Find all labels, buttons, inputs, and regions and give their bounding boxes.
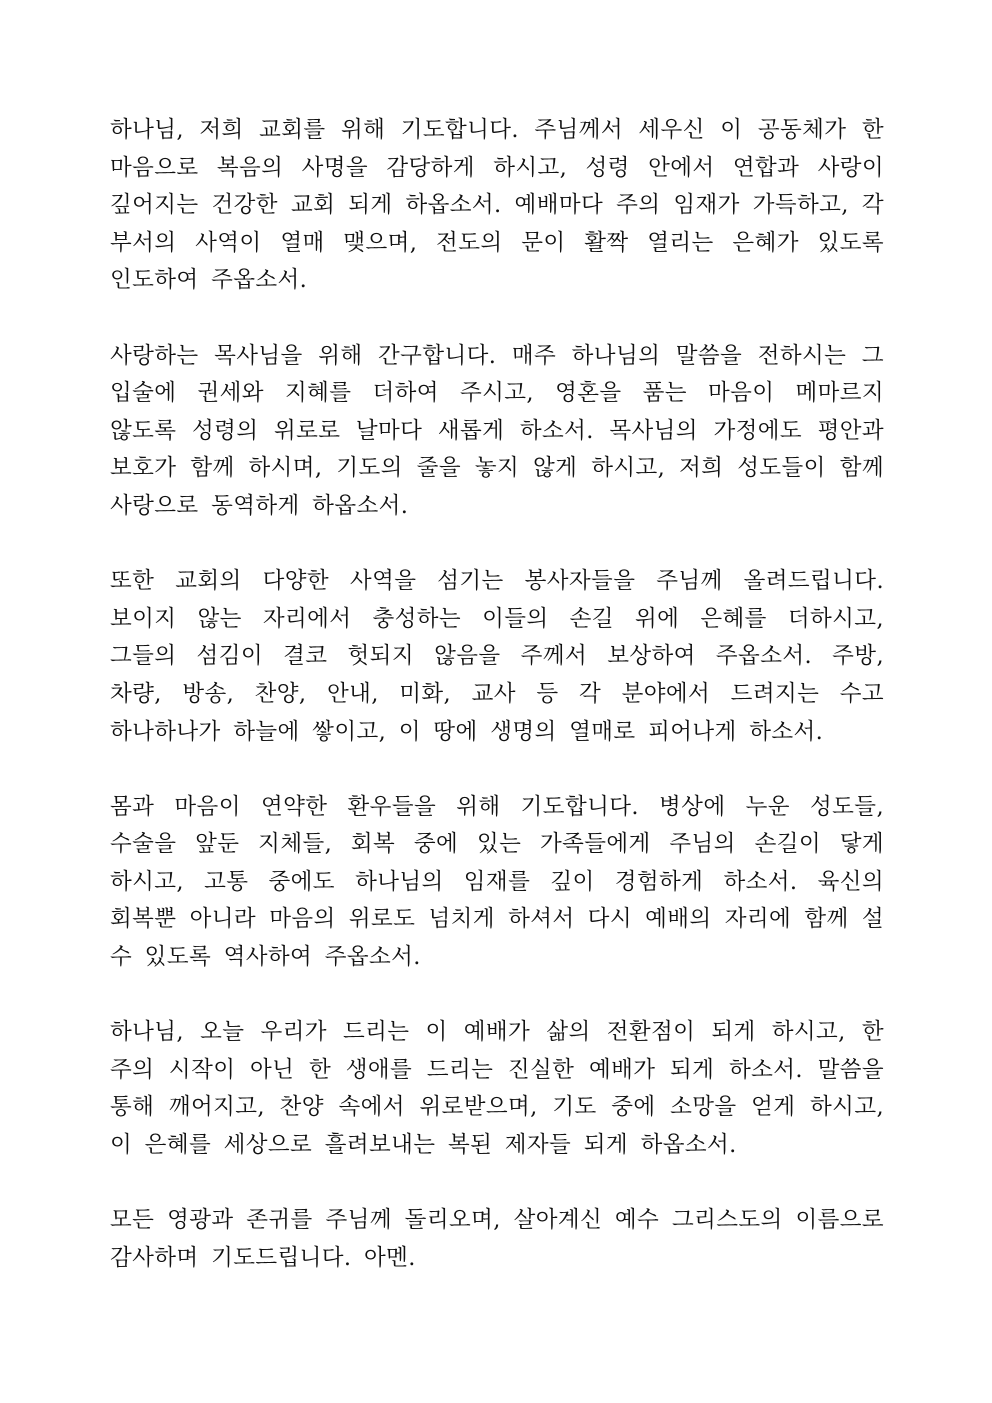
paragraph-pastor: 사랑하는 목사님을 위해 간구합니다. 매주 하나님의 말씀을 전하시는 그 입술에 권세와 지혜를 더하여 주시고, 영혼을 품는 마음이 메마르지 않도록 성령의 위로로 날마다 새롭게 하소서. 목사님의 가정에도 평안과 보호가 함께 하시며, 기도의 줄을 놓지 않게 하시고, 저희 성도들이 함께 사랑으로 동역하게 하옵소서.	[110, 342, 884, 519]
prayer-text-body	[110, 112, 884, 1277]
paragraph-volunteers: 또한 교회의 다양한 사역을 섬기는 봉사자들을 주님께 올려드립니다. 보이지 않는 자리에서 충성하는 이들의 손길 위에 은혜를 더하시고, 그들의 섬김이 결코 헛되지 않음을 주께서 보상하여 주옵소서. 주방, 차량, 방송, 찬양, 안내, 미화, 교사 등 각 분야에서 드려지는 수고 하나하나가 하늘에 쌓이고, 이 땅에 생명의 열매로 피어나게 하소서.	[110, 568, 884, 745]
paragraph-church: 하나님, 저희 교회를 위해 기도합니다. 주님께서 세우신 이 공동체가 한 마음으로 복음의 사명을 감당하게 하시고, 성령 안에서 연합과 사랑이 깊어지는 건강한 교회 되게 하옵소서. 예배마다 주의 임재가 가득하고, 각 부서의 사역이 열매 맺으며, 전도의 문이 활짝 열리는 은혜가 있도록 인도하여 주옵소서.	[110, 117, 884, 294]
paragraph-patients: 몸과 마음이 연약한 환우들을 위해 기도합니다. 병상에 누운 성도들, 수술을 앞둔 지체들, 회복 중에 있는 가족들에게 주님의 손길이 닿게 하시고, 고통 중에도 하나님의 임재를 깊이 경험하게 하소서. 육신의 회복뿐 아니라 마음의 위로도 넘치게 하셔서 다시 예배의 자리에 함께 설 수 있도록 역사하여 주옵소서.	[110, 793, 884, 971]
paragraph-worship: 하나님, 오늘 우리가 드리는 이 예배가 삶의 전환점이 되게 하시고, 한 주의 시작이 아닌 한 생애를 드리는 진실한 예배가 되게 하소서. 말씀을 통해 깨어지고, 찬양 속에서 위로받으며, 기도 중에 소망을 얻게 하시고, 이 은혜를 세상으로 흘려보내는 복된 제자들 되게 하옵소서.	[110, 1019, 884, 1159]
paragraph-closing: 모든 영광과 존귀를 주님께 돌리오며, 살아계신 예수 그리스도의 이름으로 감사하며 기도드립니다. 아멘.	[110, 1207, 884, 1271]
